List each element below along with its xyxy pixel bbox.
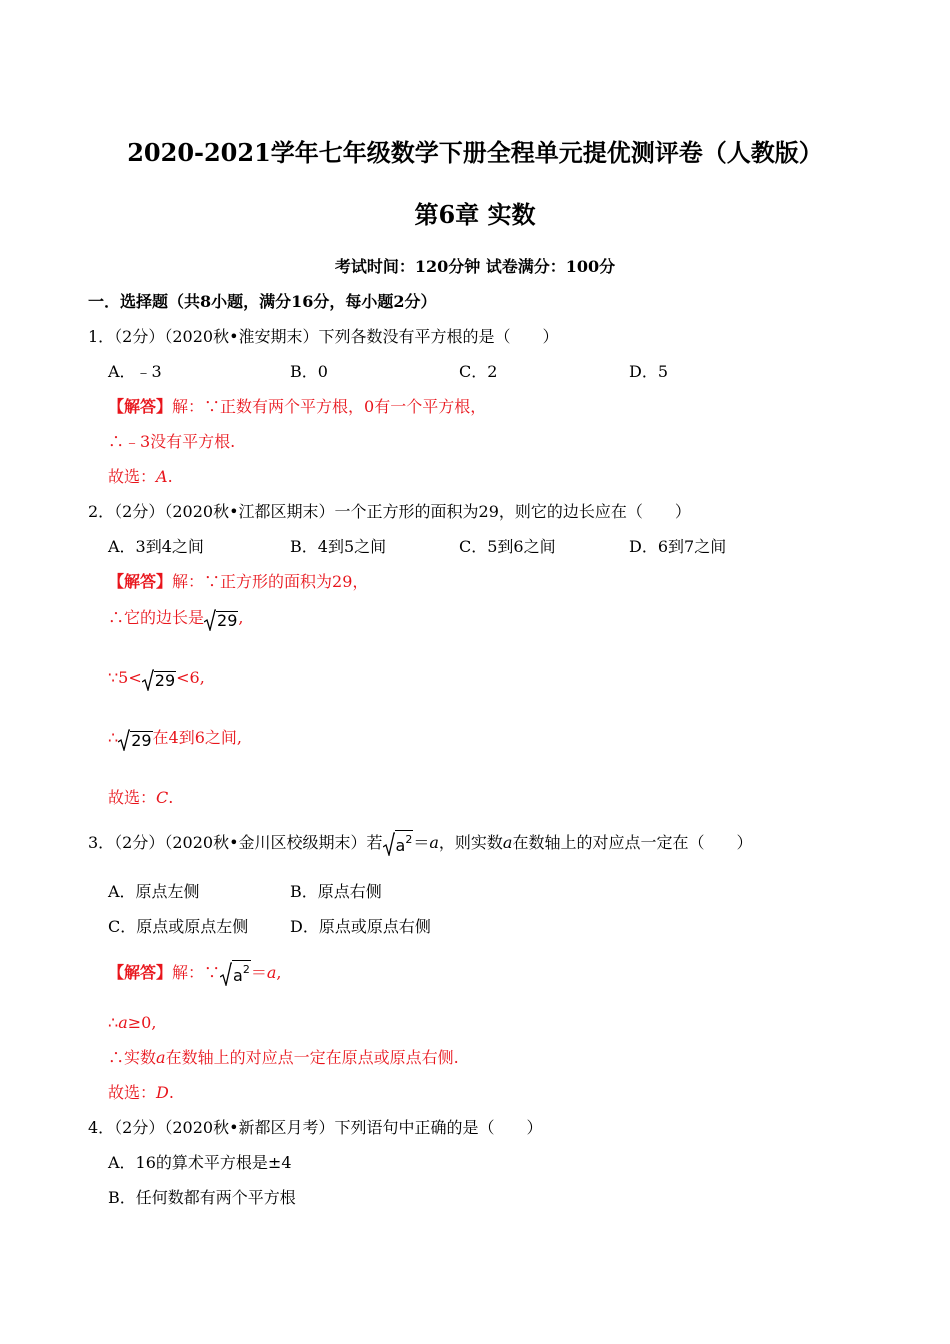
q3-solution-line3: ∴实数a在数轴上的对应点一定在原点或原点右侧.: [108, 1048, 459, 1067]
q1-option-b: B．0: [290, 362, 328, 381]
q3-option-c: C．原点或原点左侧: [108, 917, 249, 936]
q1-stem: 1．（2分）（2020秋•淮安期末）下列各数没有平方根的是（ ）: [88, 327, 559, 346]
q1-choice: 故选：A.: [108, 467, 173, 486]
q3-choice: 故选：D.: [108, 1083, 174, 1102]
q2-choice: 故选：C.: [108, 788, 174, 807]
q1-option-c: C．2: [459, 362, 498, 381]
q3-option-d: D．原点或原点右侧: [290, 917, 431, 936]
q2-solution-line4: ∴ 29在4到6之间,: [108, 728, 242, 750]
q3-solution-line2: ∴a≥0,: [108, 1013, 157, 1032]
q2-option-c: C．5到6之间: [459, 537, 556, 556]
document-title: 2020-2021学年七年级数学下册全程单元提优测评卷（人教版）: [127, 138, 823, 167]
q2-solution-line3: ∵5< 29<6,: [108, 668, 205, 690]
solution-tag: 【解答】: [108, 397, 173, 416]
q4-stem: 4．（2分）（2020秋•新都区月考）下列语句中正确的是（ ）: [88, 1118, 543, 1137]
section-heading: 一．选择题（共8小题，满分16分，每小题2分）: [88, 292, 437, 311]
q4-option-a: A．16的算术平方根是±4: [108, 1153, 292, 1172]
q3-solution-line1: 【解答】解：∵ $a^2=a$,: [108, 960, 282, 986]
sqrt-a-squared: $a^2$: [383, 830, 414, 856]
q2-option-a: A．3到4之间: [108, 537, 204, 556]
q2-solution-line1: 【解答】解：∵正方形的面积为29，: [108, 572, 369, 591]
q1-solution-line1: 【解答】解：∵正数有两个平方根，0有一个平方根，: [108, 397, 487, 416]
q2-option-b: B．4到5之间: [290, 537, 387, 556]
q3-option-b: B．原点右侧: [290, 882, 382, 901]
q2-option-d: D．6到7之间: [629, 537, 727, 556]
solution-tag: 【解答】: [108, 963, 173, 982]
solution-tag: 【解答】: [108, 572, 173, 591]
q2-stem: 2．（2分）（2020秋•江都区期末）一个正方形的面积为29，则它的边长应在（ ）: [88, 502, 691, 521]
q1-solution-line2: ∴﹣3没有平方根.: [108, 432, 236, 451]
sqrt-29: 29: [118, 729, 152, 751]
q2-solution-line2: ∴它的边长是 29,: [108, 608, 244, 630]
chapter-title: 第6章 实数: [414, 200, 536, 229]
sqrt-29: 29: [204, 609, 238, 631]
q1-option-a: A．﹣3: [108, 362, 162, 381]
q3-stem: 3．（2分）（2020秋•金川区校级期末）若 $a^2=a$，则实数a在数轴上的对应点一定在（ ）: [88, 830, 752, 856]
sqrt-a-squared: $a^2$: [220, 960, 251, 986]
q4-option-b: B．任何数都有两个平方根: [108, 1188, 296, 1207]
sqrt-29: 29: [142, 669, 176, 691]
q3-option-a: A．原点左侧: [108, 882, 200, 901]
q1-option-d: D．5: [629, 362, 669, 381]
exam-info: 考试时间：120分钟 试卷满分：100分: [334, 257, 616, 276]
